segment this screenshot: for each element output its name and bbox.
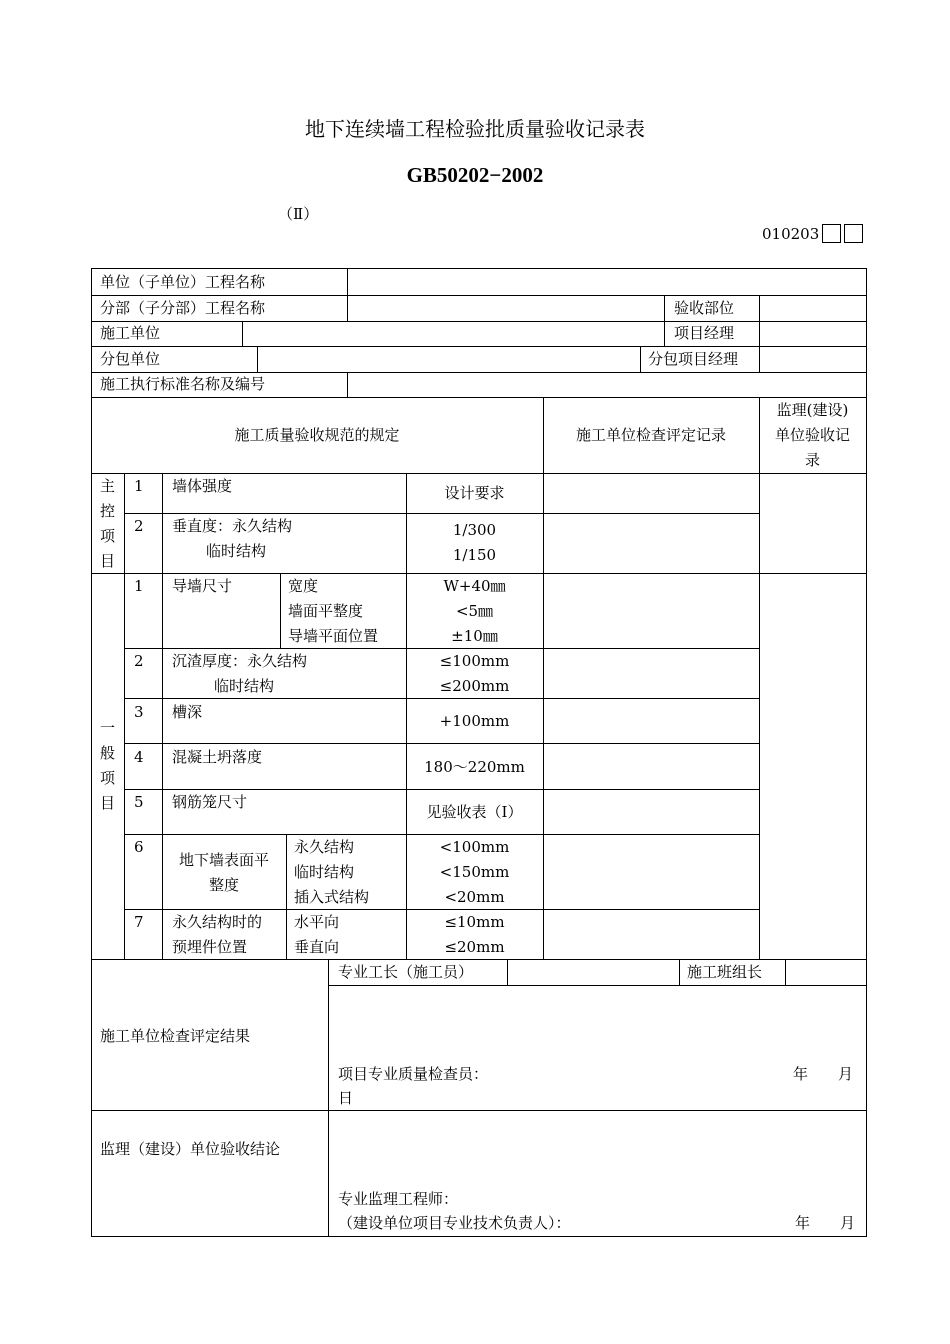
acceptance-part-field[interactable] (760, 296, 866, 321)
check-record-general-2[interactable] (544, 649, 759, 698)
general-item-3-no: 3 (134, 703, 144, 721)
main-group-char-1: 主 (99, 477, 115, 495)
general-item-7-sub-1: 水平向 (294, 913, 340, 931)
general-item-2-name2: 临时结构 (214, 677, 275, 695)
general-item-6-sub-1: 永久结构 (294, 838, 355, 856)
general-item-2-name: 沉渣厚度：永久结构 (172, 652, 308, 670)
general-item-4-name: 混凝土坍落度 (172, 748, 263, 766)
label-subcontract-unit: 分包单位 (100, 350, 161, 368)
general-item-7-name-2: 预埋件位置 (172, 938, 248, 956)
general-item-6-value-2: <150mm (439, 863, 510, 881)
general-item-6-value-3: <20mm (444, 888, 505, 906)
code-box-2[interactable] (844, 224, 863, 243)
general-group-char-3: 项 (99, 769, 115, 787)
form-code-number: 010203 (762, 224, 820, 243)
form-code (762, 224, 863, 243)
general-item-6-name-1: 地下墙表面平 (178, 851, 269, 869)
general-item-5-no: 5 (134, 793, 144, 811)
subcontract-unit-field[interactable] (258, 347, 640, 372)
column-spec-header: 施工质量验收规范的规定 (234, 426, 400, 444)
general-item-1-name: 导墙尺寸 (172, 577, 233, 595)
general-item-6-value-1: <100mm (439, 838, 510, 856)
supervision-record-main[interactable] (760, 474, 866, 573)
column-check-header: 施工单位检查评定记录 (575, 426, 726, 444)
general-item-6-sub-3: 插入式结构 (294, 888, 370, 906)
general-item-6-no: 6 (134, 838, 144, 856)
general-item-2-no: 2 (134, 652, 144, 670)
label-supervision-conclusion: 监理（建设）单位验收结论 (100, 1140, 281, 1158)
main-item-1-value: 设计要求 (444, 484, 505, 502)
label-team-leader: 施工班组长 (687, 963, 763, 981)
label-inspector: 项目专业质量检查员： (338, 1065, 489, 1083)
label-check-result: 施工单位检查评定结果 (100, 1027, 251, 1045)
inspector-month: 月 (838, 1065, 854, 1083)
main-item-2-no: 2 (134, 517, 144, 535)
engineer-month: 月 (840, 1214, 856, 1232)
main-item-2-name: 垂直度：永久结构 (172, 517, 293, 535)
general-item-7-value-2: ≤20mm (444, 938, 505, 956)
main-item-1-no: 1 (134, 477, 144, 495)
general-item-5-value: 见验收表（Ⅰ） (426, 803, 523, 821)
form-title: 地下连续墙工程检验批质量验收记录表 (305, 117, 645, 141)
check-record-general-3[interactable] (544, 699, 759, 743)
general-item-7-value-1: ≤10mm (444, 913, 505, 931)
subcontract-manager-field[interactable] (760, 347, 866, 372)
general-item-1-value-1: W+40㎜ (443, 577, 506, 595)
label-owner-rep: （建设单位项目专业技术负责人）： (338, 1214, 571, 1232)
general-item-1-value-2: <5㎜ (455, 602, 494, 620)
label-sub-project: 分部（子分部）工程名称 (100, 299, 266, 317)
general-item-6-sub-2: 临时结构 (294, 863, 355, 881)
main-group-char-4: 目 (99, 552, 115, 570)
general-group-char-2: 般 (99, 744, 115, 762)
inspector-year: 年 (793, 1065, 809, 1083)
general-item-4-no: 4 (134, 748, 144, 766)
supervision-record-general[interactable] (760, 574, 866, 959)
general-item-1-sub-2: 墙面平整度 (288, 602, 364, 620)
foreman-field[interactable] (508, 960, 679, 985)
inspector-day: 日 (338, 1089, 354, 1107)
check-record-main-1[interactable] (544, 474, 759, 513)
code-box-1[interactable] (822, 224, 841, 243)
general-item-2-value-2: ≤200mm (439, 677, 510, 695)
general-item-7-sub-2: 垂直向 (294, 938, 340, 956)
general-item-7-no: 7 (134, 913, 144, 931)
general-item-6-name-2: 整度 (208, 876, 239, 894)
main-item-1-name: 墙体强度 (172, 477, 233, 495)
unit-project-field[interactable] (348, 269, 866, 295)
main-group-char-3: 项 (99, 527, 115, 545)
general-group-char-4: 目 (99, 794, 115, 812)
general-item-2-value-1: ≤100mm (439, 652, 510, 670)
sub-project-field[interactable] (348, 296, 664, 321)
general-item-5-name: 钢筋笼尺寸 (172, 793, 248, 811)
exec-standard-field[interactable] (348, 373, 866, 397)
main-item-2-value: 1/300 (452, 521, 497, 539)
general-item-1-no: 1 (134, 577, 144, 595)
volume-label: （Ⅱ） (278, 205, 319, 223)
check-record-general-1[interactable] (544, 574, 759, 648)
label-subcontract-manager: 分包项目经理 (648, 350, 739, 368)
check-record-general-4[interactable] (544, 744, 759, 789)
check-record-general-6[interactable] (544, 835, 759, 909)
engineer-year: 年 (795, 1214, 811, 1232)
standard-code: GB50202−2002 (406, 163, 544, 187)
construction-unit-field[interactable] (243, 322, 664, 346)
project-manager-field[interactable] (760, 322, 866, 346)
team-leader-field[interactable] (786, 960, 866, 985)
label-engineer: 专业监理工程师： (338, 1190, 459, 1208)
general-item-3-value: +100mm (439, 712, 510, 730)
column-supervision-line2: 单位验收记 (774, 426, 850, 444)
main-item-2-value2: 1/150 (452, 546, 497, 564)
general-item-7-name-1: 永久结构时的 (172, 913, 263, 931)
column-supervision-line3: 录 (804, 451, 820, 469)
check-record-general-7[interactable] (544, 910, 759, 959)
check-record-main-2[interactable] (544, 514, 759, 573)
main-item-2-name2: 临时结构 (206, 542, 267, 560)
check-record-general-5[interactable] (544, 790, 759, 834)
label-acceptance-part: 验收部位 (674, 299, 735, 317)
label-exec-standard: 施工执行标准名称及编号 (100, 375, 266, 393)
label-project-manager: 项目经理 (674, 324, 735, 342)
general-group-char-1: 一 (99, 719, 115, 737)
column-supervision-line1: 监理(建设) (776, 401, 849, 419)
general-item-1-value-3: ±10㎜ (451, 627, 498, 645)
label-unit-project: 单位（子单位）工程名称 (100, 273, 266, 291)
label-foreman: 专业工长（施工员） (338, 963, 474, 981)
label-construction-unit: 施工单位 (100, 324, 161, 342)
general-item-4-value: 180～220mm (424, 758, 525, 776)
main-group-char-2: 控 (99, 502, 115, 520)
general-item-1-sub-3: 导墙平面位置 (288, 627, 379, 645)
general-item-3-name: 槽深 (172, 703, 203, 721)
general-item-1-sub-1: 宽度 (288, 577, 319, 595)
